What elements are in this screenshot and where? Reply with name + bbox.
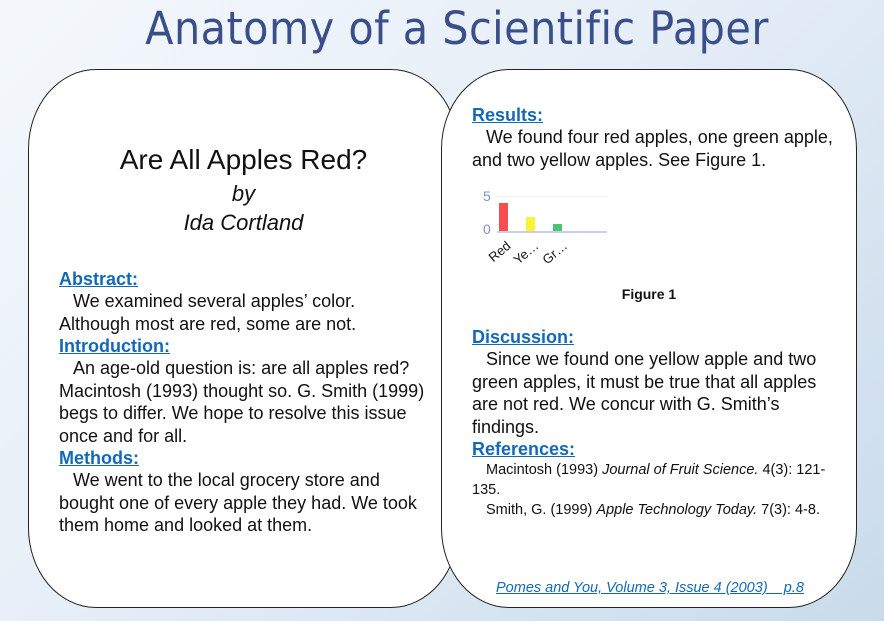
bar-red — [499, 203, 508, 231]
x-label-red: Red — [485, 238, 514, 265]
journal-footer-link[interactable]: Pomes and You, Volume 3, Issue 4 (2003) p.8 — [496, 580, 804, 596]
abstract-heading[interactable]: Abstract: — [59, 269, 139, 289]
reference-volume: 4(3): 121-135. — [472, 462, 826, 498]
discussion-references — [472, 326, 847, 520]
paper-title: Are All Apples Red? — [119, 144, 368, 175]
discussion-body: Since we found one yellow apple and two green apples, it must be true that all apples are not red. We concur with G. Smith’s findings. — [472, 349, 817, 437]
discussion-heading[interactable]: Discussion: — [472, 327, 575, 347]
left-panel — [28, 69, 459, 608]
reference-volume: 7(3): 4-8. — [757, 502, 820, 518]
methods-body: We went to the local grocery store and bought one of every apple they had. We took them home and looked at them. — [59, 470, 417, 535]
introduction-heading[interactable]: Introduction: — [59, 336, 170, 356]
reference-authors: Smith, G. (1999) — [486, 502, 597, 518]
references-heading[interactable]: References: — [472, 439, 576, 459]
x-label-green: Gr… — [538, 238, 570, 268]
methods-heading[interactable]: Methods: — [59, 448, 139, 468]
results-section — [472, 104, 842, 171]
figure-caption: Figure 1 — [621, 286, 677, 302]
introduction-body: An age-old question is: are all apples red? Macintosh (1993) thought so. G. Smith (1999) begs to differ. We hope to resolve this issue once and for all. — [59, 358, 425, 446]
abstract-body: We examined several apples’ color. Although most are red, some are not. — [59, 291, 357, 334]
bar-yellow — [526, 217, 535, 231]
reference-item — [472, 460, 847, 500]
reference-journal: Journal of Fruit Science. — [602, 462, 759, 478]
right-panel — [441, 69, 857, 608]
results-body: We found four red apples, one green apple, and two yellow apples. See Figure 1. — [472, 127, 833, 170]
x-label-yellow: Ye… — [510, 238, 542, 268]
slide-title: Anatomy of a Scientific Paper — [145, 2, 769, 55]
reference-journal: Apple Technology Today. — [596, 502, 758, 518]
paper-by: by — [231, 181, 256, 206]
reference-authors: Macintosh (1993) — [486, 462, 603, 478]
paper-author: Ida Cortland — [183, 210, 304, 235]
y-tick-0: 0 — [483, 221, 491, 237]
reference-item — [472, 500, 847, 520]
bar-green — [553, 224, 562, 231]
figure-1-chart — [472, 188, 622, 288]
gridline — [497, 196, 607, 197]
results-heading[interactable]: Results: — [472, 105, 544, 125]
x-axis — [497, 231, 607, 233]
y-tick-5: 5 — [483, 188, 491, 204]
left-sections — [59, 268, 429, 537]
